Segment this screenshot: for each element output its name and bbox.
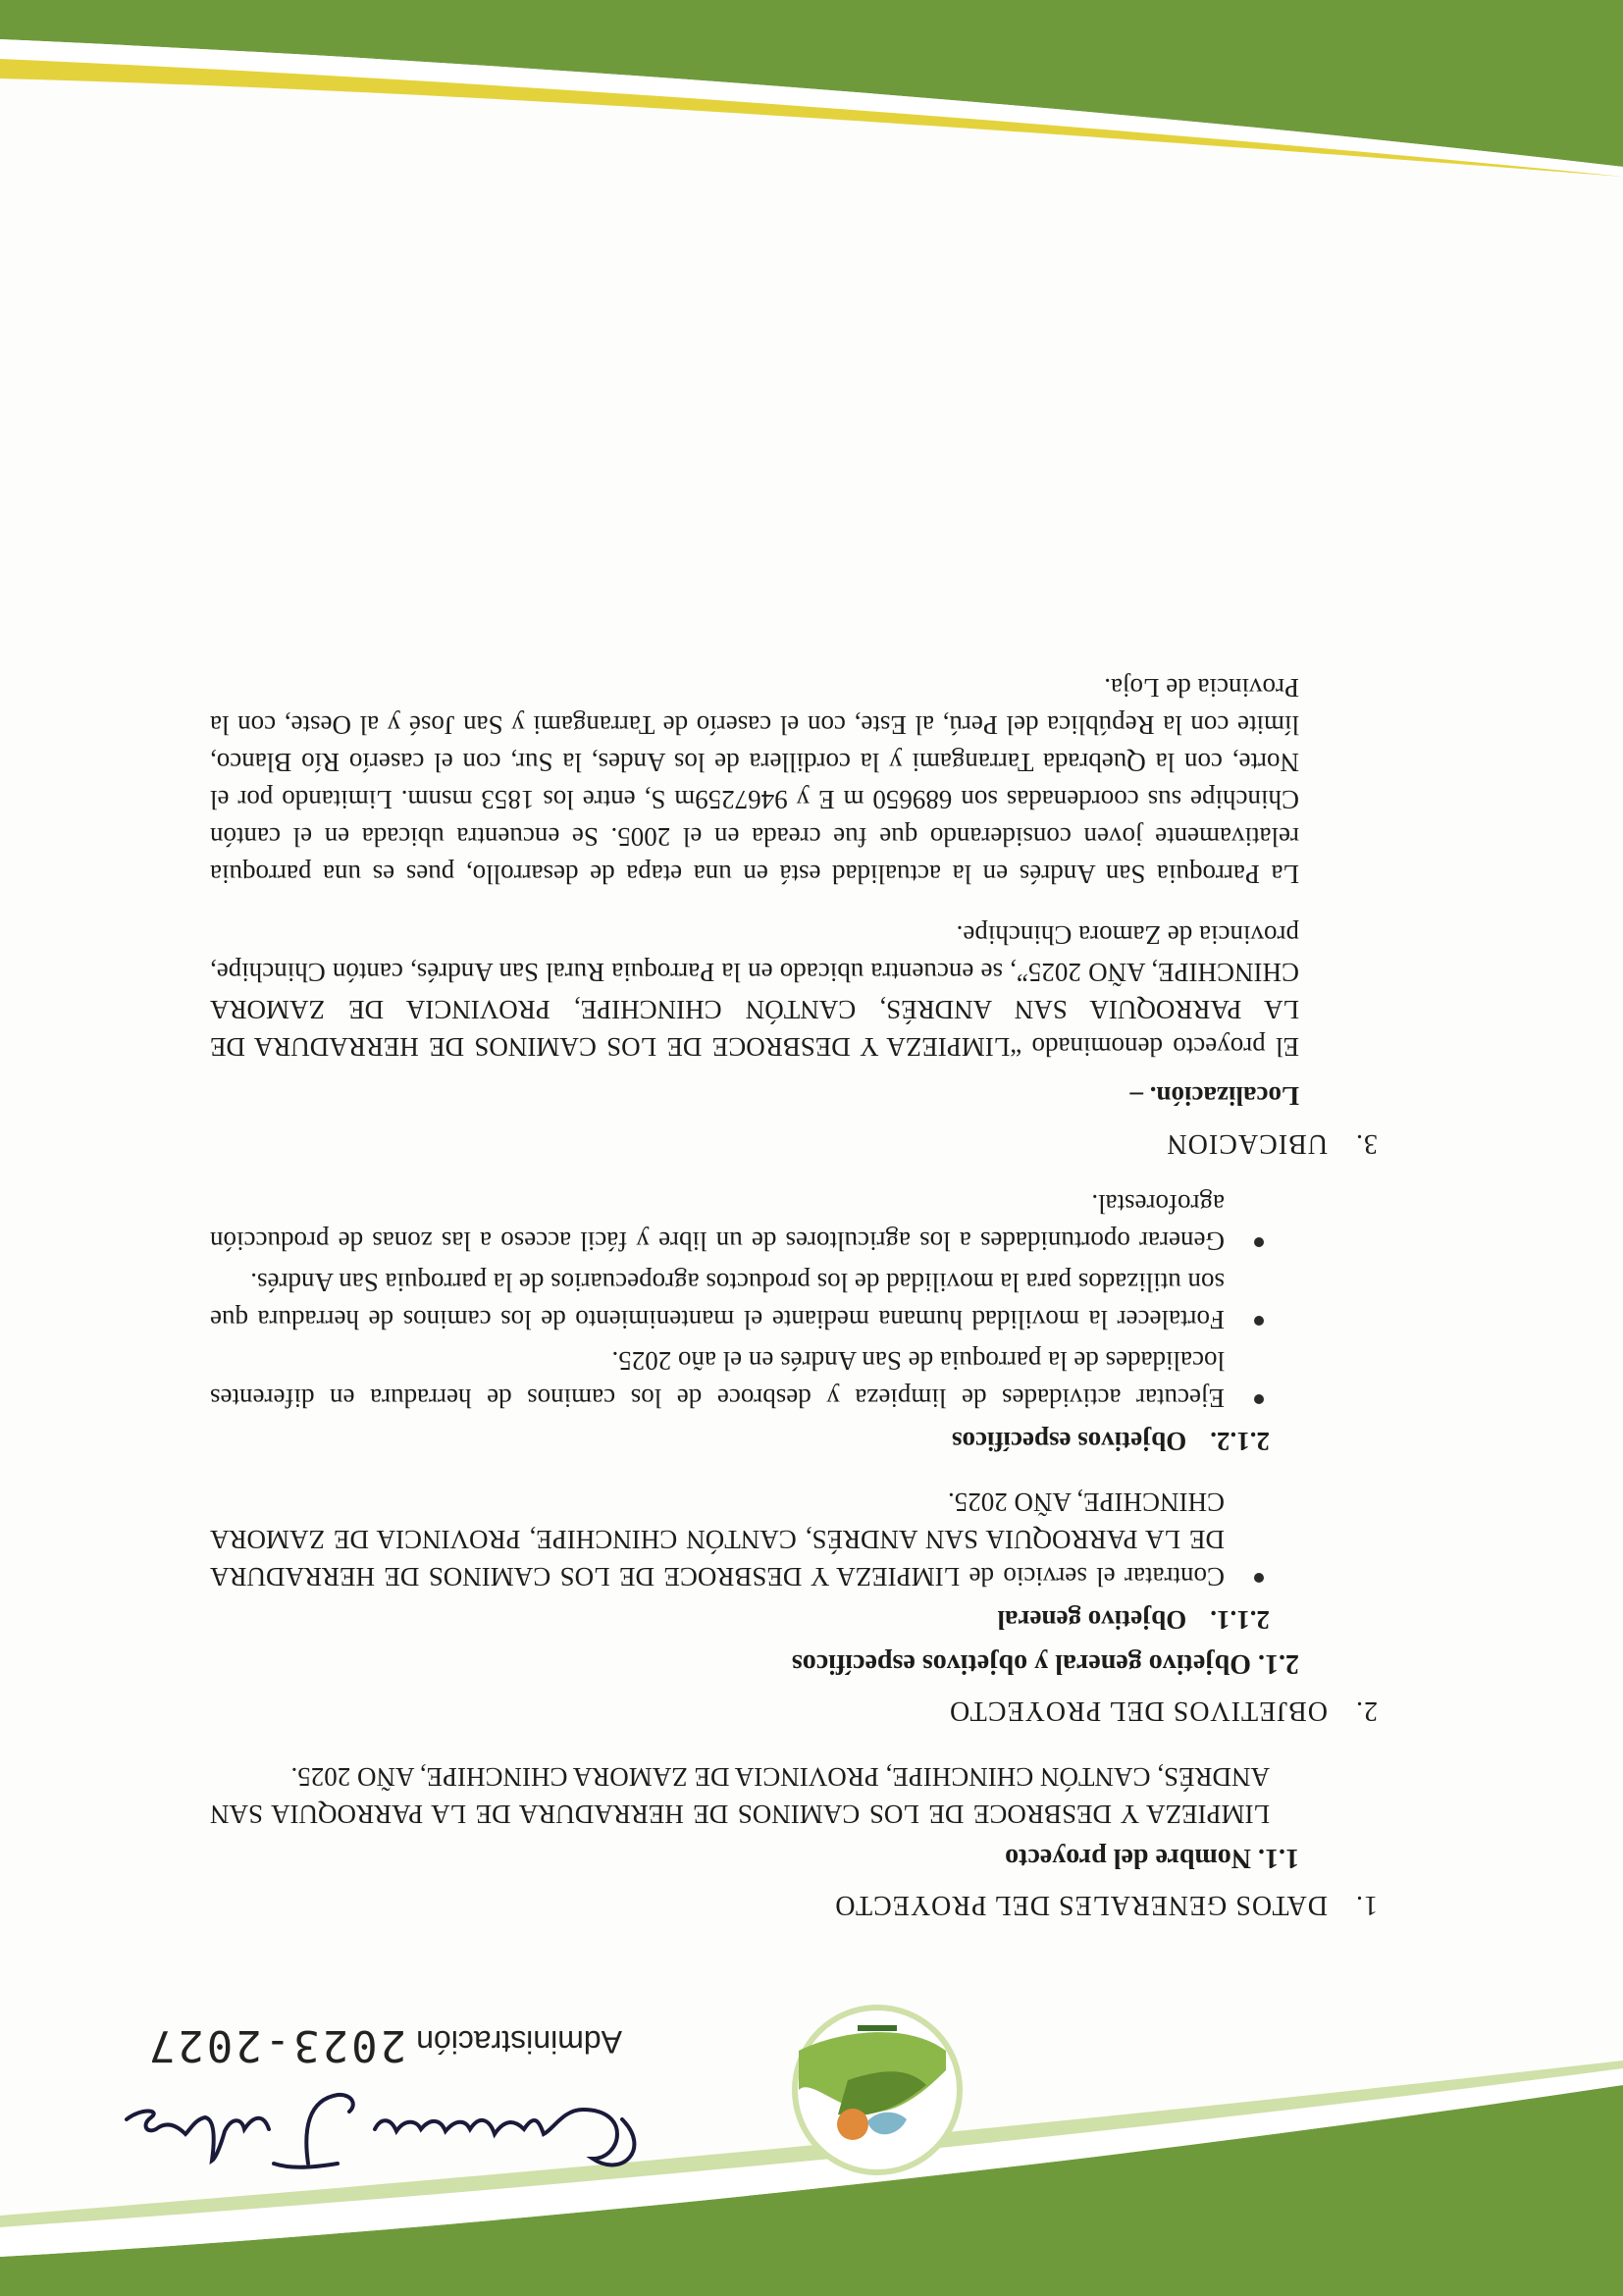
parish-logo: [789, 2002, 966, 2178]
subsection-2-1-1-label: Objetivo general: [997, 1605, 1187, 1635]
document-body: [210, 646, 1378, 1923]
specific-objective-text: Ejecutar actividades de limpieza y desbroce de los caminos de herradura en diferentes localidades de la parroquia de San Andrés en el año 2025.: [210, 1346, 1225, 1413]
location-paragraph-1: El proyecto denominado “LIMPIEZA Y DESBROCE DE LOS CAMINOS DE HERRADURA DE LA PARROQUIA SAN ANDRÉS, CANTÓN CHINCHIPE, PROVINCIA DE ZAMORA CHINCHIPE, AÑO 2025”, se encuentra ubicado en la Parroquia Rural San Andrés, cantón Chinchipe, provincia de Zamora Chinchipe.: [210, 920, 1299, 1062]
subsection-2-1-heading: 2.1. Objetivo general y objetivos específicos: [791, 1648, 1299, 1679]
general-objective-list: [210, 1484, 1270, 1595]
section-3-number: 3.: [1355, 1128, 1378, 1159]
slogan-signature: [112, 2070, 661, 2188]
subsection-2-1-1-heading: [210, 1601, 1270, 1639]
project-name-text: LIMPIEZA Y DESBROCE DE LOS CAMINOS DE HERRADURA DE LA PARROQUIA SAN ANDRÉS, CANTÓN CHINCHIPE, PROVINCIA DE ZAMORA CHINCHIPE, AÑO 2025.: [210, 1762, 1270, 1829]
section-1-heading: [210, 1886, 1378, 1923]
subsection-2-1-2-number: 2.1.2.: [1210, 1427, 1270, 1456]
general-objective-text: Contratar el servicio de LIMPIEZA Y DESBROCE DE LOS CAMINOS DE HERRADURA DE LA PARROQUIA SAN ANDRÉS, CANTÓN CHINCHIPE, PROVINCIA DE ZAMORA CHINCHIPE, AÑO 2025.: [210, 1487, 1225, 1592]
subsection-2-1-1-number: 2.1.1.: [1210, 1605, 1270, 1635]
logo-band: [858, 2025, 897, 2031]
administration-period: [146, 2020, 622, 2070]
localization-heading: Localización. –: [1129, 1081, 1299, 1111]
specific-objectives-list: [210, 1185, 1270, 1417]
bullet-icon: [1254, 1316, 1264, 1326]
footer-wave-decoration: [0, 0, 1623, 177]
logo-fruit: [837, 2109, 868, 2140]
subsection-1-1-heading: 1.1. Nombre del proyecto: [1005, 1843, 1299, 1873]
specific-objective-item: [210, 1264, 1270, 1338]
bullet-icon: [1254, 1394, 1264, 1404]
general-objective-item: [210, 1484, 1270, 1595]
section-1-title: DATOS GENERALES DEL PROYECTO: [834, 1890, 1328, 1920]
bullet-icon: [1254, 1573, 1264, 1583]
section-3-title: UBICACION: [1166, 1128, 1328, 1159]
location-paragraph-2: La Parroquia San Andrés en la actualidad está en una etapa de desarrollo, pues es una parroquia relativamente joven considerando que fue creada en el 2005. Se encuentra ubicada en el cantón Chinchipe sus coordenadas son 689650 m E y 9467259m S, entre los 1853 msnm. Limitando por el Norte, con la Quebrada Tarrangami y la cordillera de los Andes, la Sur, con el caserío Río Blanco, límite con la República del Perú, al Este, con el caserío de Tarrangami y San José y al Oeste, con la Provincia de Loja.: [210, 673, 1299, 889]
section-1-number: 1.: [1355, 1890, 1378, 1920]
subsection-2-1-2-heading: [210, 1423, 1270, 1460]
specific-objective-text: Fortalecer la movilidad humana mediante el mantenimiento de los caminos de herradura que son utilizados para la movilidad de los productos agropecuarios de la parroquia San Andrés.: [210, 1268, 1225, 1334]
subsection-2-1-2-label: Objetivos específicos: [952, 1427, 1187, 1456]
section-2-title: OBJETIVOS DEL PROYECTO: [948, 1696, 1328, 1726]
section-3-heading: [210, 1124, 1378, 1162]
section-2-number: 2.: [1355, 1696, 1378, 1726]
specific-objective-item: [210, 1185, 1270, 1260]
bullet-icon: [1254, 1237, 1264, 1247]
section-2-heading: [210, 1692, 1378, 1729]
administration-label: Administración: [416, 2024, 622, 2060]
administration-years: 2023-2027: [145, 2020, 407, 2070]
specific-objective-text: Generar oportunidades a los agricultores de un libre y fácil acceso a las zonas de producción agroforestal.: [210, 1189, 1225, 1256]
specific-objective-item: [210, 1342, 1270, 1417]
